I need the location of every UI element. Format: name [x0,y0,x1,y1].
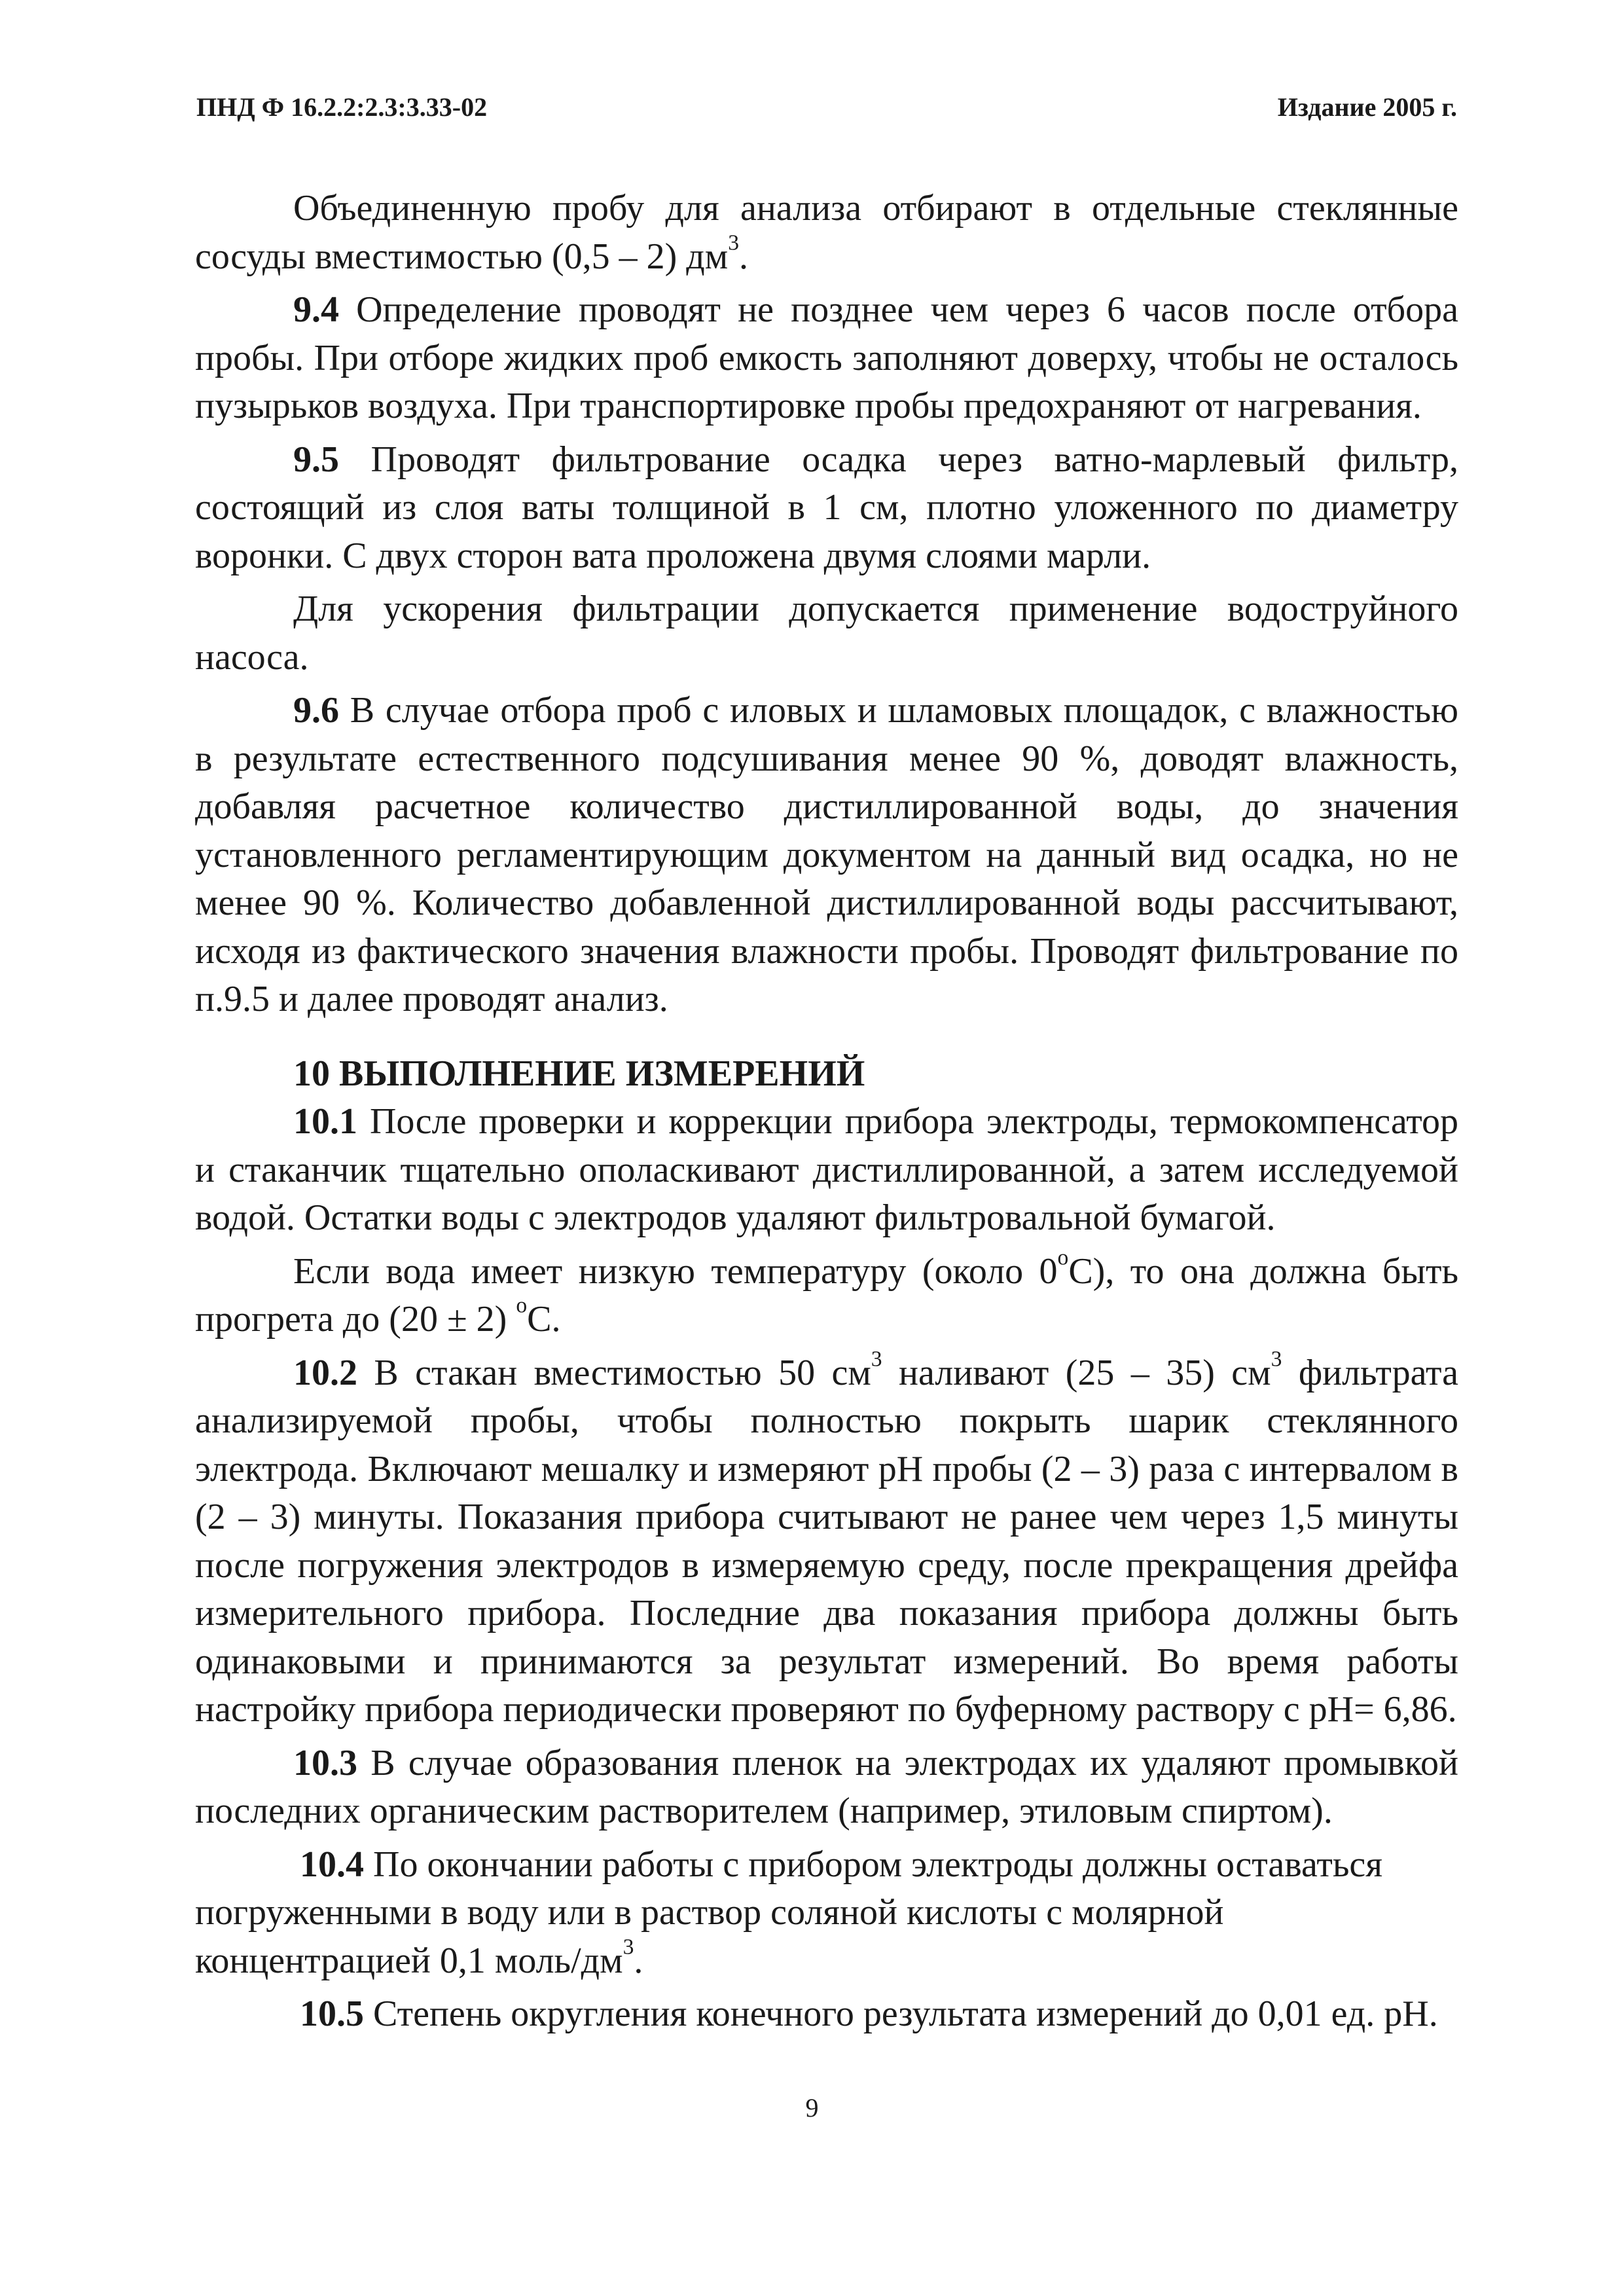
clause-number: 9.5 [293,439,339,480]
paragraph-text: . [738,236,748,277]
superscript: 3 [728,230,739,255]
paragraph-9-5 [195,436,1458,581]
clause-number: 10.2 [293,1352,357,1393]
paragraph-9-6 [195,687,1458,1024]
paragraph-text: Степень округления конечного результата измерений до 0,01 ед. рН. [364,1994,1438,2034]
paragraph-text: В случае отбора проб с иловых и шламовых площадок, с влажностью в результате естественного подсушивания менее 90 %, доводят влажность, добавляя расчетное количество дистиллированной воды, до значения установленного регламентирующим документом на данный вид осадка, но не менее 90 %. Количество добавленной дистиллированной воды рассчитывают, исходя из фактического значения влажности пробы. Проводят фильтрование по п.9.5 и далее проводят анализ. [195,690,1458,1019]
paragraph-text: В случае образования пленок на электродах их удаляют промывкой последних органическим растворителем (например, этиловым спиртом). [195,1742,1458,1831]
paragraph-text: Для ускорения фильтрации допускается применение водоструйного насоса. [195,589,1458,678]
page-number: 9 [805,2093,819,2123]
superscript: 3 [1271,1346,1282,1371]
document-body [195,185,1458,2039]
section-heading: 10 ВЫПОЛНЕНИЕ ИЗМЕРЕНИЙ [293,1053,865,1094]
paragraph-10-3 [195,1740,1458,1836]
superscript: 3 [623,1934,634,1959]
clause-number: 10.1 [293,1101,357,1142]
paragraph-9-4 [195,286,1458,431]
document-code: ПНД Ф 16.2.2:2.3:3.33-02 [196,92,488,122]
paragraph-text: После проверки и коррекции прибора электроды, термокомпенсатор и стаканчик тщательно ополаскивают дистиллированной, а затем исследуемой водой. Остатки воды с электродов удаляют фильтровальной бумагой. [195,1101,1458,1238]
paragraph-10-4 [195,1841,1458,1986]
clause-number: 10.4 [300,1844,364,1885]
clause-number: 10.5 [300,1994,364,2034]
paragraph-text: Проводят фильтрование осадка через ватно-марлевый фильтр, состоящий из слоя ваты толщиной в 1 см, плотно уложенного по диаметру воронки. С двух сторон вата проложена двумя слоями марли. [195,439,1458,576]
paragraph-10-1-temperature [195,1245,1458,1344]
superscript: o [1057,1245,1069,1269]
paragraph-text: фильтрата анализируемой пробы, чтобы полностью покрыть шарик стеклянного электрода. Включают мешалку и измеряют рН пробы (2 – 3) раза с интервалом в (2 – 3) минуты. Показания прибора считывают не ранее чем через 1,5 минуты после погружения электродов в измеряемую среду, после прекращения дрейфа измерительного прибора. Последние два показания прибора должны быть одинаковыми и принимаются за результат измерений. Во время работы настройку прибора периодически проверяют по буферному раствору с рН= 6,86. [195,1352,1459,1730]
paragraph-9-5-note [195,585,1458,682]
clause-number: 10.3 [293,1742,357,1783]
paragraph-10-1 [195,1098,1458,1243]
edition-label: Издание 2005 г. [1277,92,1457,122]
paragraph-text: С), то она должна быть прогрета до (20 ± 2) [195,1250,1458,1339]
paragraph-text: По окончании работы с прибором электроды должны оставаться погруженными в воду или в раствор соляной кислоты с молярной концентрацией 0,1 моль/дм [195,1844,1382,1981]
paragraph-text: Объединенную пробу для анализа отбирают в отдельные стеклянные сосуды вместимостью (0,5 – 2) дм [195,188,1458,277]
clause-number: 9.6 [293,690,339,731]
clause-number: 9.4 [293,289,339,330]
superscript: 3 [871,1346,882,1371]
paragraph-text: Если вода имеет низкую температуру (около 0 [293,1250,1058,1292]
paragraph-text: В стакан вместимостью 50 см [357,1352,871,1393]
paragraph-text: С. [527,1299,561,1339]
paragraph-10-5 [195,1990,1458,2039]
paragraph-10-2 [195,1346,1459,1734]
superscript: o [516,1293,528,1318]
paragraph-sample-vessels [195,185,1458,281]
paragraph-text: . [634,1940,643,1981]
paragraph-text: Определение проводят не позднее чем через 6 часов после отбора пробы. При отборе жидких проб емкость заполняют доверху, чтобы не осталось пузырьков воздуха. При транспортировке пробы предохраняют от нагревания. [195,289,1458,426]
paragraph-text: наливают (25 – 35) см [882,1352,1271,1393]
